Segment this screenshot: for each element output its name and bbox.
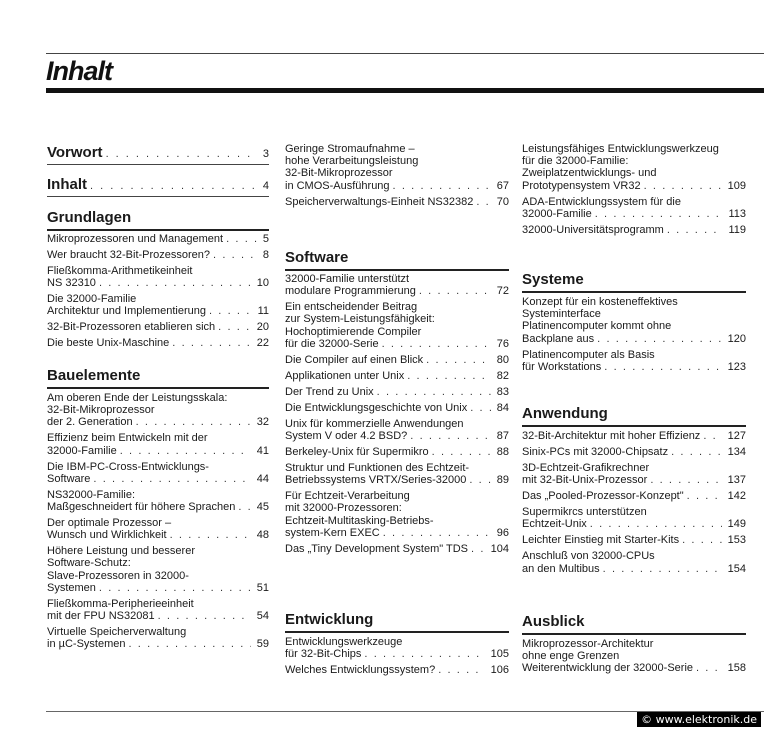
toc-entry[interactable] [285,462,509,486]
entries [522,430,746,579]
entries [285,143,509,212]
toc-entry-text: Welches Entwicklungssystem? [285,664,436,677]
toc-entry[interactable] [47,265,269,289]
toc-entry[interactable] [47,321,269,333]
toc-entry[interactable] [285,664,509,676]
toc-entry[interactable] [285,446,509,458]
leader-dots [128,638,250,650]
toc-entry[interactable] [522,462,746,486]
toc-entry-text: Mikroprozessor-Architektur [522,638,654,650]
leader-dots [590,518,722,530]
top-rule [46,53,764,54]
toc-entry-text: Anschluß von 32000-CPUs [522,550,655,563]
page-number: 149 [727,518,746,531]
leader-dots [407,370,491,382]
leader-dots [364,648,484,660]
leader-dots [377,386,491,398]
toc-entry-text: Platinencomputer als Basis [522,348,655,361]
page-number: 154 [727,562,746,575]
page-number: 22 [256,337,269,350]
toc-entry-text: Leistungsfähiges Entwicklungswerkzeug [522,143,719,155]
leader-dots [99,277,251,289]
page-number: 105 [490,648,509,661]
toc-entry-text: Für Echtzeit-Verarbeitung [285,490,410,503]
toc-entry-text: Fließkomma-Arithmetikeinheit [47,265,193,277]
toc-entry-text: hohe Verarbeitungsleistung [285,155,419,168]
toc-entry-text: Betriebssystems VRTX/Series-32000 [285,474,467,487]
page-number: 8 [262,249,269,261]
toc-entry[interactable] [522,550,746,574]
leader-dots [410,430,490,442]
page-number: 45 [256,501,269,514]
toc-entry-text: an den Multibus [522,562,600,575]
toc-entry[interactable] [47,337,269,349]
toc-entry-text: Höhere Leistung und besserer [47,545,195,558]
leader-dots [120,445,251,457]
copyright-watermark: © www.elektronik.de [637,712,761,727]
section-heading-ausblick: Ausblick [522,613,746,631]
page-number: 59 [256,638,269,651]
toc-entry-text: Mikroprozessoren und Management [47,233,224,245]
toc-entry-text: 32-Bit-Mikroprozessor [47,404,155,417]
page-number: 87 [496,430,509,443]
leader-dots [238,501,250,513]
toc-entry-text: Virtuelle Speicherverwaltung [47,626,187,639]
page-number: 41 [256,444,269,457]
page-number: 120 [727,332,746,345]
toc-entry-text: 32000-Familie unterstützt [285,273,410,285]
toc-entry[interactable] [522,638,746,675]
page-number: 32 [256,416,269,429]
toc-entry[interactable] [47,432,269,456]
toc-entry-text: NS 32310 [47,277,96,290]
toc-entry-text: 32-Bit-Mikroprozessor [285,167,393,180]
toc-entry[interactable] [522,224,746,236]
page-number: 106 [490,664,509,677]
toc-entry-text: für die 32000-Familie: [522,155,629,168]
toc-entry-text: Leichter Einstieg mit Starter-Kits [522,534,680,547]
toc-entry-text: Platinencomputer kommt ohne [522,320,672,333]
entries [285,636,509,680]
toc-entry-text: NS32000-Familie: [47,488,136,501]
toc-entry-text: Speicherverwaltungs-Einheit NS32382 [285,195,474,208]
section-heading-anwendung: Anwendung [522,405,746,423]
page-number: 88 [496,446,509,459]
page-number: 48 [256,529,269,542]
toc-entry-text: Unix für kommerzielle Anwendungen [285,417,464,430]
toc-entry-text: Maßgeschneidert für höhere Sprachen [47,501,236,514]
toc-entry[interactable] [285,386,509,398]
leader-dots [595,208,723,220]
toc-entry-text: Echtzeit-Unix [522,518,587,531]
leader-dots [671,446,722,458]
toc-entry[interactable] [285,143,509,192]
toc-entry-vorwort[interactable]: Vorwort . . . 3 [47,144,269,163]
toc-entry-text: ohne enge Grenzen [522,650,620,663]
toc-entry-text: Echtzeit-Multitasking-Betriebs- [285,514,434,527]
toc-entry-text: Sinix-PCs mit 32000-Chipsatz [522,446,669,458]
leader-dots [209,305,252,317]
leader-dots [470,402,491,414]
page-number: 82 [496,369,509,382]
entries [47,233,269,353]
toc-entry-text: Weiterentwicklung der 32000-Serie [522,662,693,675]
toc-entry[interactable] [522,143,746,192]
toc-entry[interactable] [522,349,746,373]
toc-entry-text: Zweiplatzentwicklungs- und [522,167,657,180]
toc-entry-text: für 32-Bit-Chips [285,648,362,661]
toc-entry-text: Am oberen Ende der Leistungsskala: [47,392,228,404]
toc-entry[interactable] [285,402,509,414]
page-number: 158 [727,662,746,675]
section-heading-bauelemente: Bauelemente [47,367,269,385]
toc-entry-text: Das „Tiny Development System" TDS [285,542,469,555]
toc-entry[interactable] [47,598,269,622]
toc-entry-text: Entwicklungswerkzeuge [285,636,403,648]
page-number: 5 [262,233,269,245]
toc-entry-text: Systeminterface [522,308,601,321]
toc-entry-inhalt[interactable]: Inhalt . . . 4 [47,176,269,195]
entries [522,638,746,678]
toc-entry-text: System V oder 4.2 BSD? [285,430,408,443]
entries [522,296,746,377]
section-heading-entwicklung: Entwicklung [285,611,509,629]
page-number: 134 [727,446,746,458]
toc-entry-text: in CMOS-Ausführung [285,179,390,192]
leader-dots [383,527,491,539]
toc-entry-text: Wer braucht 32-Bit-Prozessoren? [47,249,211,261]
toc-entry-text: 32-Bit-Architektur mit hoher Effizienz [522,430,701,442]
leader-dots [426,354,491,366]
toc-entry-text: Supermikrcs unterstützen [522,506,647,519]
toc-entry[interactable] [47,517,269,541]
leader-dots [682,534,722,546]
page-number: 20 [256,321,269,334]
toc-entry-text: 3D-Echtzeit-Grafikrechner [522,462,650,474]
leader-dots [158,610,251,622]
page-number: 113 [728,207,746,220]
page-number: 11 [257,305,269,318]
leader-dots [393,180,491,192]
page-number: 142 [727,490,746,503]
toc-entry-text: für die 32000-Serie [285,337,379,350]
page-number: 83 [496,385,509,398]
leader-dots [99,582,251,594]
toc-entry[interactable] [522,430,746,442]
section-heading-systeme: Systeme [522,271,746,289]
leader-dots [93,473,250,485]
toc-entry-text: mit 32000-Prozessoren: [285,502,402,515]
page-number: 76 [496,337,509,350]
entries [285,273,509,559]
page-number: 137 [727,474,746,487]
toc-entry-text: Berkeley-Unix für Supermikro [285,446,429,459]
leader-dots [597,333,721,345]
leader-dots [170,529,251,541]
title-underline [46,88,764,93]
toc-entry-text: der 2. Generation [47,416,133,429]
page-number: 123 [727,360,746,373]
leader-dots [213,249,257,261]
toc-entry-text: Fließkomma-Peripherieeinheit [47,597,194,610]
section-heading-grundlagen: Grundlagen [47,209,269,227]
toc-entry-text: Prototypensystem VR32 [522,179,641,192]
toc-entry-text: Hochoptimierende Compiler [285,325,422,338]
toc-entry[interactable] [285,543,509,555]
entries [522,143,746,240]
toc-entry-text: Struktur und Funktionen des Echtzeit- [285,462,470,475]
toc-entry-text: Wunsch und Wirklichkeit [47,529,167,542]
toc-entry-text: für Workstations [522,360,602,373]
toc-entry[interactable] [522,506,746,530]
toc-entry[interactable] [285,273,509,297]
leader-dots [469,474,490,486]
entries [47,392,269,654]
toc-entry-text: Software [47,472,91,485]
toc-entry-text: in µC-Systemen [47,638,126,651]
page-number: 44 [256,472,269,485]
toc-entry-text: Der Trend zu Unix [285,385,374,398]
toc-entry[interactable] [47,293,269,317]
leader-dots [419,285,491,297]
leader-dots [603,563,722,575]
toc-entry-text: Backplane aus [522,332,595,345]
leader-dots [703,430,721,442]
page-number: 10 [256,277,269,290]
leader-dots [136,416,251,428]
toc-entry[interactable] [47,233,269,245]
toc-entry-text: 32000-Familie [47,444,117,457]
toc-entry-text: system-Kern EXEC [285,526,380,539]
toc-entry-text: modulare Programmierung [285,285,416,298]
leader-dots [382,338,491,350]
toc-entry-text: 32-Bit-Prozessoren etablieren sich [47,321,216,334]
toc-entry[interactable] [522,446,746,458]
toc-entry-text: zur System-Leistungsfähigkeit: [285,313,435,326]
toc-entry[interactable] [47,545,269,594]
toc-entry[interactable] [47,489,269,513]
page-number: 89 [496,474,509,487]
page-number: 109 [727,179,746,192]
leader-dots [687,490,722,502]
page-number: 51 [256,581,269,594]
toc-entry-text: ADA-Entwicklungssystem für die [522,195,681,208]
page-number: 96 [496,526,509,539]
page-number: 80 [496,353,509,366]
page-number: 72 [496,285,509,298]
toc-entry[interactable] [285,370,509,382]
page-number: 119 [728,223,746,236]
toc-entry[interactable] [522,490,746,502]
page-title: Inhalt [46,56,112,86]
page-number: 104 [490,542,509,555]
toc-entry[interactable] [47,626,269,650]
leader-dots [471,543,485,555]
leader-dots [644,180,722,192]
toc-entry[interactable] [285,490,509,539]
page-number: 70 [496,195,509,208]
toc-entry-text: Applikationen unter Unix [285,369,405,382]
toc-entry-text: Effizienz beim Entwickeln mit der [47,432,208,445]
toc-entry[interactable] [285,636,509,660]
section-heading-software: Software [285,249,509,267]
toc-entry-text: Die 32000-Familie [47,293,137,306]
toc-entry[interactable] [522,196,746,220]
toc-entry-text: Ein entscheidender Beitrag [285,301,418,314]
page-number: 127 [727,430,746,442]
toc-entry-text: Software-Schutz: [47,557,131,570]
leader-dots [432,446,491,458]
toc-entry-text: Die Compiler auf einen Blick [285,353,424,366]
leader-dots [226,233,257,245]
page-number: 54 [256,610,269,623]
toc-entry[interactable] [47,461,269,485]
leader-dots [604,361,721,373]
page-number: 84 [496,401,509,414]
toc-entry[interactable] [285,196,509,208]
toc-entry-text: Das „Pooled-Prozessor-Konzept" [522,490,684,503]
toc-entry-text: Die Entwicklungsgeschichte von Unix [285,401,468,414]
toc-entry-text: mit 32-Bit-Unix-Prozessor [522,474,648,487]
page-number: 67 [496,179,509,192]
toc-entry-text: 32000-Universitätsprogramm [522,223,664,236]
toc-entry-text: Architektur und Implementierung [47,305,206,318]
toc-entry[interactable] [47,392,269,429]
toc-entry[interactable] [285,301,509,350]
page-number: 153 [727,534,746,547]
toc-entry-text: Die IBM-PC-Cross-Entwicklungs- [47,460,209,473]
toc-entry[interactable] [522,296,746,345]
leader-dots [650,474,721,486]
leader-dots [476,196,490,208]
toc-entry-text: Geringe Stromaufnahme – [285,143,415,155]
toc-entry-text: mit der FPU NS32081 [47,610,155,623]
leader-dots [172,337,250,349]
toc-entry[interactable] [285,418,509,442]
leader-dots [696,662,722,674]
toc-entry-text: 32000-Familie [522,207,592,220]
leader-dots [218,321,251,333]
toc-entry-text: Systemen [47,581,96,594]
leader-dots [438,664,484,676]
toc-entry-text: Der optimale Prozessor – [47,517,172,530]
toc-entry-text: Konzept für ein kosteneffektives [522,296,678,308]
leader-dots [667,224,723,236]
toc-entry[interactable] [522,534,746,546]
toc-entry[interactable] [285,354,509,366]
toc-entry-text: Slave-Prozessoren in 32000- [47,569,189,582]
toc-entry[interactable] [47,249,269,261]
toc-entry-text: Die beste Unix-Maschine [47,337,170,350]
